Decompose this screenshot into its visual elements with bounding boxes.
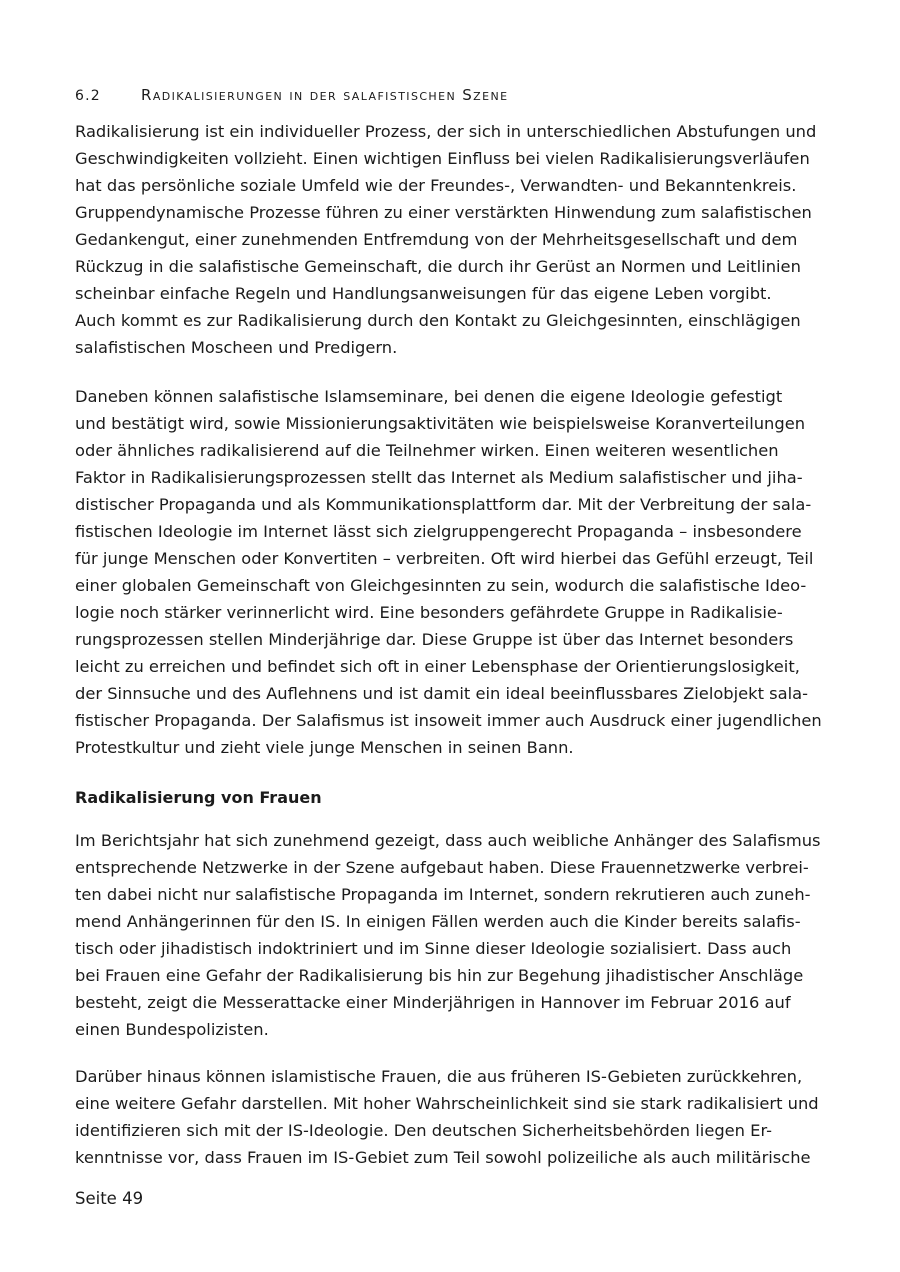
text-line: Auch kommt es zur Radikalisierung durch den Kontakt zu Gleichgesinnten, einschlägigen [75, 311, 801, 330]
text-line: salafistischen Moscheen und Predigern. [75, 338, 398, 357]
text-line: Im Berichtsjahr hat sich zunehmend gezeigt, dass auch weibliche Anhänger des Salafismus [75, 831, 821, 850]
paragraph-3 [75, 827, 821, 1043]
text-line: einer globalen Gemeinschaft von Gleichgesinnten zu sein, wodurch die salafistische Ideo- [75, 576, 807, 595]
text-line: scheinbar einfache Regeln und Handlungsanweisungen für das eigene Leben vorgibt. [75, 284, 772, 303]
text-line: der Sinnsuche und des Auflehnens und ist damit ein ideal beeinflussbares Zielobjekt sala- [75, 684, 808, 703]
paragraph-4 [75, 1063, 819, 1171]
text-line: kenntnisse vor, dass Frauen im IS-Gebiet zum Teil sowohl polizeiliche als auch militärische [75, 1148, 811, 1167]
text-line: für junge Menschen oder Konvertiten – verbreiten. Oft wird hierbei das Gefühl erzeugt, Teil [75, 549, 814, 568]
text-line: fistischen Ideologie im Internet lässt sich zielgruppengerecht Propaganda – insbesondere [75, 522, 802, 541]
text-line: logie noch stärker verinnerlicht wird. Eine besonders gefährdete Gruppe in Radikalisie- [75, 603, 783, 622]
text-line: Gedankengut, einer zunehmenden Entfremdung von der Mehrheitsgesellschaft und dem [75, 230, 798, 249]
text-line: Darüber hinaus können islamistische Frauen, die aus früheren IS-Gebieten zurückkehren, [75, 1067, 803, 1086]
text-line: einen Bundespolizisten. [75, 1020, 269, 1039]
text-line: Gruppendynamische Prozesse führen zu einer verstärkten Hinwendung zum salafistischen [75, 203, 812, 222]
section-number: 6.2 [75, 88, 101, 104]
text-line: distischer Propaganda und als Kommunikationsplattform dar. Mit der Verbreitung der sala- [75, 495, 812, 514]
paragraph-1 [75, 118, 816, 361]
text-line: und bestätigt wird, sowie Missionierungsaktivitäten wie beispielsweise Koranverteilungen [75, 414, 806, 433]
text-line: leicht zu erreichen und befindet sich oft in einer Lebensphase der Orientierungslosigkeit, [75, 657, 800, 676]
section-title: Radikalisierungen in der salafistischen Szene [141, 86, 509, 104]
page-number: Seite 49 [75, 1189, 144, 1208]
subsection-title: Radikalisierung von Frauen [75, 788, 322, 807]
text-line: rungsprozessen stellen Minderjährige dar. Diese Gruppe ist über das Internet besonders [75, 630, 794, 649]
text-line: oder ähnliches radikalisierend auf die Teilnehmer wirken. Einen weiteren wesentlichen [75, 441, 779, 460]
text-line: entsprechende Netzwerke in der Szene aufgebaut haben. Diese Frauennetzwerke verbrei- [75, 858, 809, 877]
text-line: ten dabei nicht nur salafistische Propaganda im Internet, sondern rekrutieren auch zuneh- [75, 885, 811, 904]
text-line: Rückzug in die salafistische Gemeinschaft, die durch ihr Gerüst an Normen und Leitlinien [75, 257, 801, 276]
text-line: Geschwindigkeiten vollzieht. Einen wichtigen Einfluss bei vielen Radikalisierungsverläufen [75, 149, 810, 168]
text-line: tisch oder jihadistisch indoktriniert und im Sinne dieser Ideologie sozialisiert. Dass auch [75, 939, 792, 958]
text-line: fistischer Propaganda. Der Salafismus ist insoweit immer auch Ausdruck einer jugendlichen [75, 711, 822, 730]
text-line: eine weitere Gefahr darstellen. Mit hoher Wahrscheinlichkeit sind sie stark radikalisiert und [75, 1094, 819, 1113]
text-line: Daneben können salafistische Islamseminare, bei denen die eigene Ideologie gefestigt [75, 387, 783, 406]
paragraph-2 [75, 383, 822, 761]
text-line: identifizieren sich mit der IS-Ideologie. Den deutschen Sicherheitsbehörden liegen Er- [75, 1121, 772, 1140]
text-line: Radikalisierung ist ein individueller Prozess, der sich in unterschiedlichen Abstufungen und [75, 122, 817, 141]
text-line: besteht, zeigt die Messerattacke einer Minderjährigen in Hannover im Februar 2016 auf [75, 993, 791, 1012]
text-line: hat das persönliche soziale Umfeld wie der Freundes-, Verwandten- und Bekanntenkreis. [75, 176, 797, 195]
text-line: mend Anhängerinnen für den IS. In einigen Fällen werden auch die Kinder bereits salafis- [75, 912, 801, 931]
text-line: bei Frauen eine Gefahr der Radikalisierung bis hin zur Begehung jihadistischer Anschläge [75, 966, 804, 985]
text-line: Faktor in Radikalisierungsprozessen stellt das Internet als Medium salafistischer und jiha- [75, 468, 803, 487]
section-heading [75, 86, 508, 104]
text-line: Protestkultur und zieht viele junge Menschen in seinen Bann. [75, 738, 574, 757]
